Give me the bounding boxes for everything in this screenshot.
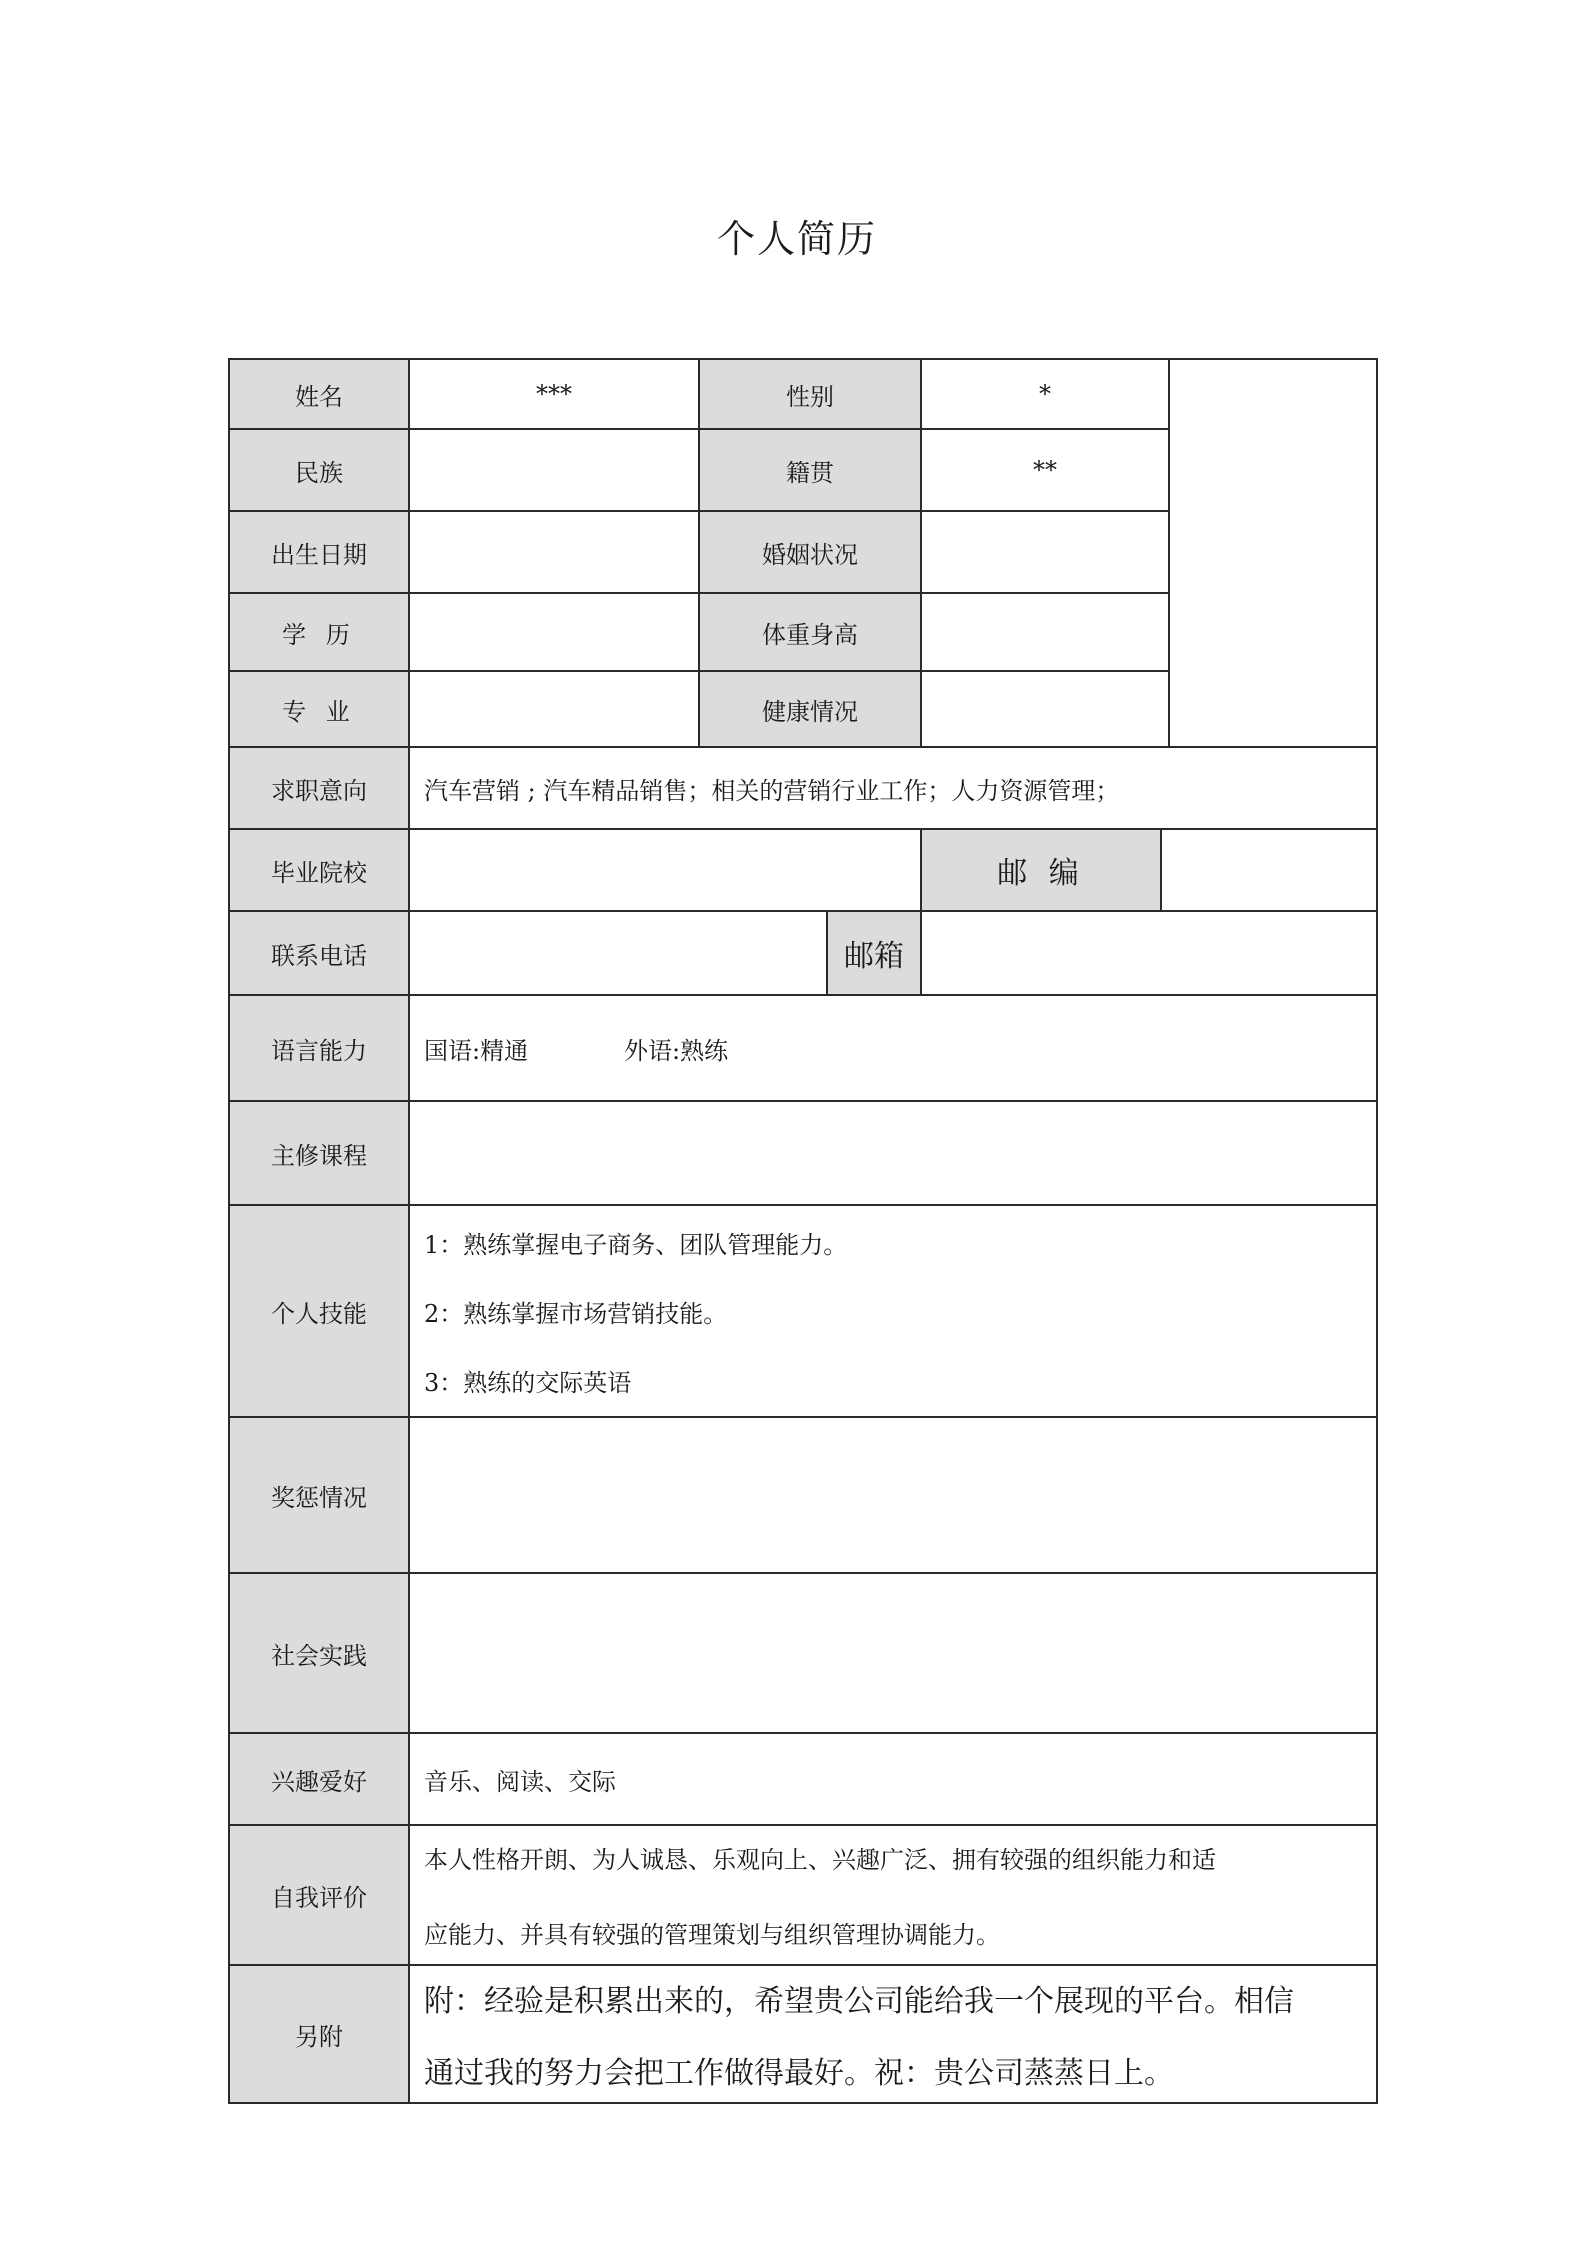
ethnicity-value <box>408 428 700 512</box>
appendix-value <box>408 1964 1378 2104</box>
skill-item: 3：熟练的交际英语 <box>424 1368 632 1397</box>
native-place-label: 籍贯 <box>698 428 922 512</box>
name-label: 姓名 <box>228 358 410 430</box>
major-label: 专 业 <box>228 670 410 748</box>
postcode-value <box>1160 828 1378 912</box>
health-value <box>920 670 1170 748</box>
hobbies-value: 音乐、阅读、交际 <box>408 1732 1378 1826</box>
gender-value: * <box>920 358 1170 430</box>
major-value <box>408 670 700 748</box>
native-place-value: ** <box>920 428 1170 512</box>
mandarin-level: 国语:精通 <box>424 1036 529 1065</box>
practice-label: 社会实践 <box>228 1572 410 1734</box>
practice-value <box>408 1572 1378 1734</box>
job-intention-value: 汽车营销 ; 汽车精品销售；相关的营销行业工作；人力资源管理； <box>408 746 1378 830</box>
skills-value <box>408 1204 1378 1418</box>
job-intention-label: 求职意向 <box>228 746 410 830</box>
birth-date-value <box>408 510 700 594</box>
courses-value <box>408 1100 1378 1206</box>
name-value: *** <box>408 358 700 430</box>
school-label: 毕业院校 <box>228 828 410 912</box>
courses-label: 主修课程 <box>228 1100 410 1206</box>
foreign-language-level: 外语:熟练 <box>624 1036 729 1065</box>
language-value <box>408 994 1378 1102</box>
page-title: 个人简历 <box>716 217 877 261</box>
birth-date-label: 出生日期 <box>228 510 410 594</box>
ethnicity-label: 民族 <box>228 428 410 512</box>
awards-label: 奖惩情况 <box>228 1416 410 1574</box>
health-label: 健康情况 <box>698 670 922 748</box>
self-eval-line: 本人性格开朗、为人诚恳、乐观向上、兴趣广泛、拥有较强的组织能力和适 <box>424 1846 1216 1874</box>
height-weight-label: 体重身高 <box>698 592 922 672</box>
self-eval-line: 应能力、并具有较强的管理策划与组织管理协调能力。 <box>424 1921 1000 1949</box>
self-eval-value <box>408 1824 1378 1966</box>
language-label: 语言能力 <box>228 994 410 1102</box>
postcode-label: 邮 编 <box>920 828 1162 912</box>
education-label: 学 历 <box>228 592 410 672</box>
height-weight-value <box>920 592 1170 672</box>
hobbies-label: 兴趣爱好 <box>228 1732 410 1826</box>
self-eval-label: 自我评价 <box>228 1824 410 1966</box>
photo-area <box>1168 358 1378 748</box>
skill-item: 1：熟练掌握电子商务、团队管理能力。 <box>424 1230 848 1259</box>
email-label: 邮箱 <box>826 910 922 996</box>
skill-item: 2：熟练掌握市场营销技能。 <box>424 1299 728 1328</box>
marital-status-value <box>920 510 1170 594</box>
phone-value <box>408 910 828 996</box>
education-value <box>408 592 700 672</box>
skills-label: 个人技能 <box>228 1204 410 1418</box>
gender-label: 性别 <box>698 358 922 430</box>
appendix-label: 另附 <box>228 1964 410 2104</box>
marital-status-label: 婚姻状况 <box>698 510 922 594</box>
awards-value <box>408 1416 1378 1574</box>
school-value <box>408 828 922 912</box>
phone-label: 联系电话 <box>228 910 410 996</box>
appendix-line: 附：经验是积累出来的，希望贵公司能给我一个展现的平台。相信 <box>424 1984 1294 2019</box>
appendix-line: 通过我的努力会把工作做得最好。祝：贵公司蒸蒸日上。 <box>424 2056 1174 2091</box>
email-value <box>920 910 1378 996</box>
